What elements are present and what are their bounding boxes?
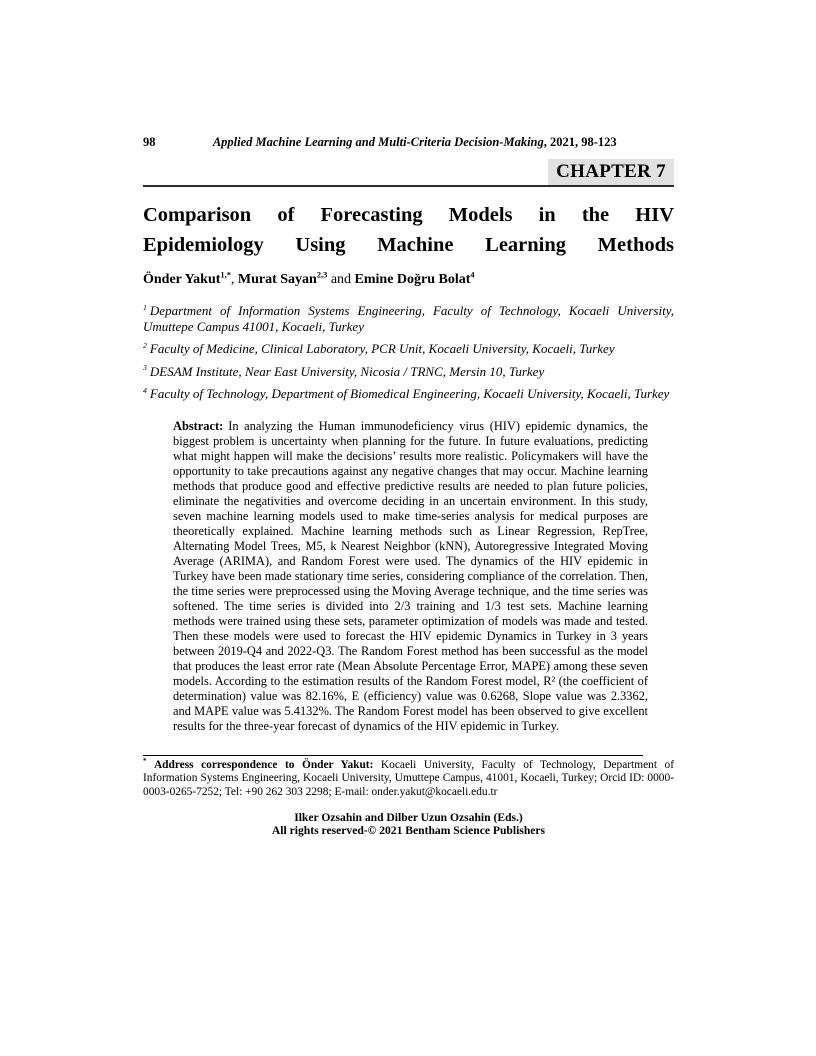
abstract-text: In analyzing the Human immunodeficiency virus (HIV) epidemic dynamics, the biggest problem is uncertainty when planning for the future. In future evaluations, predicting what might happen will make the decisions’ results more realistic. Policymakers will have the opportunity to take precautions against any negative changes that may occur. Machine learning methods that produce good and effective predictive results are needed to plan future policies, eliminate the negativities and overcome deciding in an uncertain environment. In this study, seven machine learning models used to make time-series analysis for medical purposes are theoretically explained. Machine learning methods such as Linear Regression, RepTree, Alternating Model Trees, M5, k Nearest Neighbor (kNN), Autoregressive Integrated Moving Average (ARIMA), and Random Forest were used. The dynamics of the HIV epidemic in Turkey have been made stationary time series, considering compliance of the correlation. Then, the time series were preprocessed using the Moving Average technique, and the time series was softened. The time series is divided into 2/3 training and 1/3 test sets. Machine learning methods were trained using these sets, parameter optimization of models was made and tested. Then these models were used to forecast the HIV epidemic Dynamics in Turkey in 3 years between 2019-Q4 and 2022-Q3. The Random Forest method has been successful as the model that produces the least error rate (Mean Absolute Percentage Error, MAPE) among these seven models. According to the estimation results of the Random Forest model, R² (the coefficient of determination) value was 82.16%, E (efficiency) value was 0.6268, Slope value was 2.3362, and MAPE value was 5.4132%. The Random Forest model has been observed to give excellent results for the three-year forecast of dynamics of the HIV epidemic in Turkey. — [173, 418, 648, 733]
affiliations — [143, 303, 674, 402]
chapter-badge: CHAPTER 7 — [548, 159, 674, 185]
affiliation-4-text: Faculty of Technology, Department of Biomedical Engineering, Kocaeli University, Kocaeli, Turkey — [149, 386, 670, 401]
affiliation-2 — [143, 341, 674, 357]
authors-line — [143, 271, 674, 289]
running-header — [143, 135, 674, 150]
chapter-title-line1: Comparison of Forecasting Models in the HIV — [143, 204, 674, 226]
footnote-block — [143, 755, 674, 800]
footnote-rule — [143, 755, 643, 756]
affiliation-2-text: Faculty of Medicine, Clinical Laboratory, PCR Unit, Kocaeli University, Kocaeli, Turkey — [149, 341, 615, 356]
journal-issue-pages: , 2021, 98-123 — [543, 135, 617, 149]
correspondence-footnote — [143, 759, 674, 800]
affiliation-4-marker: 4 — [143, 385, 147, 395]
author-separator: , — [230, 272, 238, 287]
chapter-title-line2: Epidemiology Using Machine Learning Methods — [143, 234, 674, 256]
editors-line: Ilker Ozsahin and Dilber Uzun Ozsahin (Eds.) — [294, 810, 523, 824]
author-1: Önder Yakut — [143, 272, 221, 287]
footnote-bold-lead: Address correspondence to Önder Yakut: — [153, 758, 374, 771]
page-number: 98 — [143, 135, 156, 149]
affiliation-1-text: Department of Information Systems Engineering, Faculty of Technology, Kocaeli University, Umuttepe Campus 41001, Kocaeli, Turkey — [143, 303, 674, 334]
affiliation-1 — [143, 303, 674, 334]
footnote-marker: * — [143, 757, 147, 765]
journal-reference — [156, 135, 675, 150]
affiliation-3-text: DESAM Institute, Near East University, Nicosia / TRNC, Mersin 10, Turkey — [149, 363, 545, 379]
footnote-text: Kocaeli University, Faculty of Technology, Department of Information Systems Engineering, Kocaeli University, Umuttepe Campus, 41001, Kocaeli, Turkey; Orcid ID: 0000-0003-0265-7252; Tel: +90 262 303 2298; E-mail: onder.yakut@kocaeli.edu.tr — [143, 758, 674, 799]
rights-line: All rights reserved-© 2021 Bentham Science Publishers — [271, 824, 546, 838]
abstract-paragraph — [173, 419, 648, 734]
chapter-heading-row — [143, 159, 674, 187]
affiliation-4 — [143, 386, 674, 402]
author-and: and — [327, 272, 355, 287]
author-3-affil-marker: 4 — [470, 270, 475, 280]
author-1-affil-marker: 1,* — [220, 270, 231, 280]
affiliation-3-marker: 3 — [143, 363, 147, 373]
journal-title: Applied Machine Learning and Multi-Criteria Decision-Making — [212, 135, 544, 149]
publisher-footer — [143, 811, 674, 838]
affiliation-1-marker: 1 — [143, 302, 147, 312]
affiliation-3 — [143, 364, 674, 380]
chapter-title — [143, 200, 674, 260]
author-2-affil-marker: 2,3 — [316, 270, 328, 280]
abstract-label: Abstract: — [173, 418, 224, 433]
author-3: Emine Doğru Bolat — [354, 272, 471, 287]
affiliation-2-marker: 2 — [143, 340, 147, 350]
author-2: Murat Sayan — [237, 272, 317, 287]
